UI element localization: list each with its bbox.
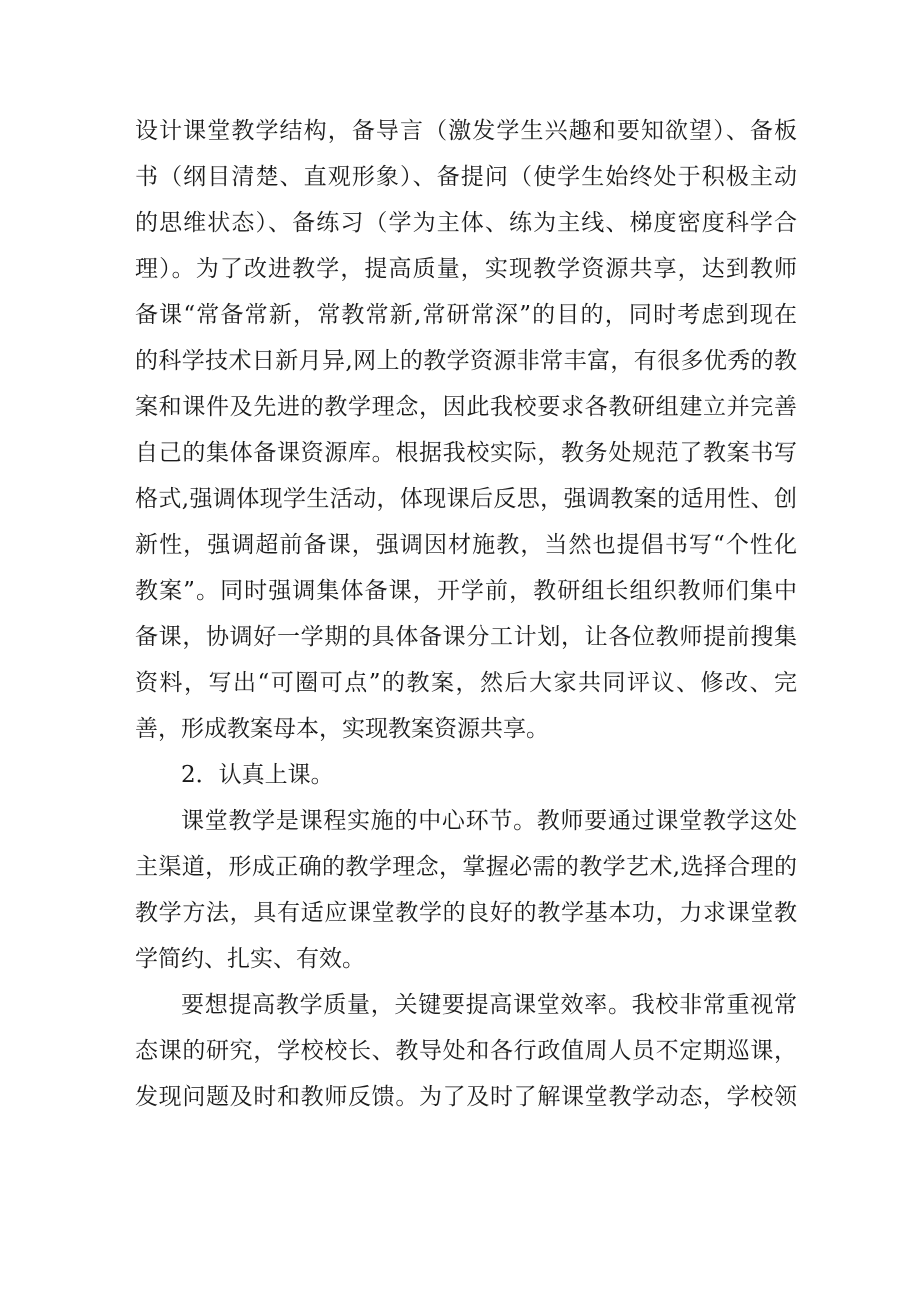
section-heading: 2．认真上课。 (181, 762, 334, 788)
text-line: 善，形成教案母本，实现教案资源共享。 (135, 716, 549, 742)
text-line: 主渠道，形成正确的教学理念，掌握必需的教学艺术,选择合理的 (135, 854, 797, 880)
text-line: 格式,强调体现学生活动，体现课后反思，强调教案的适用性、创 (135, 486, 797, 512)
text-line: 的科学技术日新月异,网上的教学资源非常丰富，有很多优秀的教 (135, 348, 797, 374)
text-line: 备课“常备常新，常教常新,常研常深”的目的，同时考虑到现在 (135, 302, 797, 328)
text-line: 资料，写出“可圈可点”的教案，然后大家共同评议、修改、完 (135, 670, 797, 696)
text-line: 要想提高教学质量，关键要提高课堂效率。我校非常重视常 (181, 992, 797, 1018)
text-line: 课堂教学是课程实施的中心环节。教师要通过课堂教学这处 (181, 808, 797, 834)
text-line: 备课，协调好一学期的具体备课分工计划，让各位教师提前搜集 (135, 624, 797, 650)
text-line: 案和课件及先进的教学理念，因此我校要求各教研组建立并完善 (135, 394, 797, 420)
document-page (135, 108, 797, 1120)
text-line: 理）。为了改进教学，提高质量，实现教学资源共享，达到教师 (135, 256, 797, 282)
text-line: 教案”。同时强调集体备课，开学前，教研组长组织教师们集中 (135, 578, 797, 604)
text-line: 设计课堂教学结构，备导言（激发学生兴趣和要知欲望）、备板 (135, 118, 797, 144)
text-line: 书（纲目清楚、直观形象）、备提问（使学生始终处于积极主动 (135, 164, 797, 190)
text-line: 教学方法，具有适应课堂教学的良好的教学基本功，力求课堂教 (135, 900, 797, 926)
text-line: 态课的研究，学校校长、教导处和各行政值周人员不定期巡课， (135, 1038, 797, 1064)
text-line: 的思维状态）、备练习（学为主体、练为主线、梯度密度科学合 (135, 210, 797, 236)
text-line: 学简约、扎实、有效。 (135, 946, 365, 972)
text-line: 自己的集体备课资源库。根据我校实际，教务处规范了教案书写 (135, 440, 797, 466)
text-line: 发现问题及时和教师反馈。为了及时了解课堂教学动态，学校领 (135, 1084, 797, 1110)
text-line: 新性，强调超前备课，强调因材施教，当然也提倡书写“个性化 (135, 532, 797, 558)
